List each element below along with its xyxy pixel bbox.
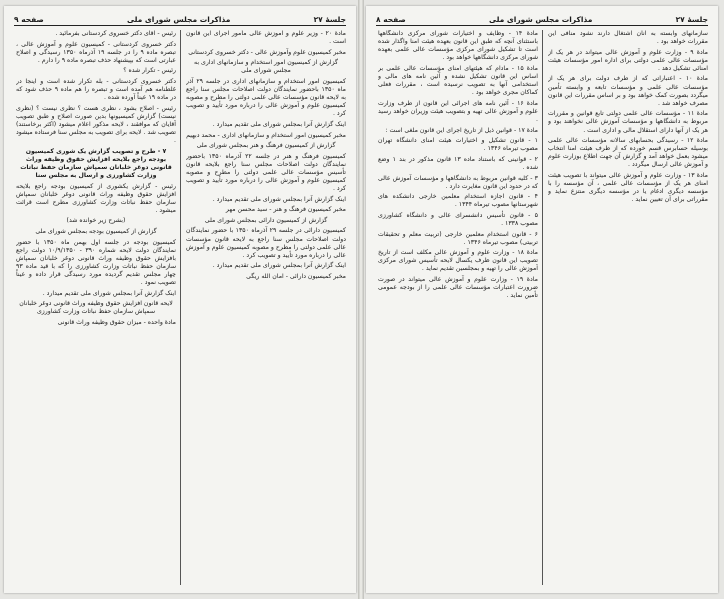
paragraph: اینک گزارش آنرا بمجلس شورای ملی تقدیم میدارد . <box>212 195 346 203</box>
paragraph: مادهٔ ۱۰ - اعتباراتی که از طرف دولت برای هر یک از مؤسسات عالی علمی و مؤسسات تابعه و وابسته تأمین میگردد بصورت کمک خواهد بود و بر اساس مقررات این قانون مصرف خواهد شد . <box>548 75 708 107</box>
paragraph: سازمانهای وابسته به آنان اشتغال دارند نشود منافی این مقررات خواهد بود . <box>548 30 708 46</box>
paragraph: لایحه قانون افزایش حقوق وظیفه وراث قانونی دوغر خلبانان سمپاش سازمان حفظ نباتات وزارت کشاورزی <box>19 300 173 316</box>
paragraph: مخبر کمیسیون امور استخدام و سازمانهای اداری - محمد دبهیم <box>186 131 346 139</box>
paragraph: کمیسیون فرهنگ و هنر در جلسه ۲۲ آذرماه ۱۳۵۰ باحضور نمایندگان دولت اصلاحات مجلس سنا راجع بلایحه قانون تأسیس مؤسسات عالی علمی دولتی را مطرح و مصوبه کمیسیون علوم و آموزش عالی را درباره مورد تأیید و تصویب کرد . <box>186 152 346 193</box>
paragraph: کمیسیون بودجه در جلسه اول بهمن ماه ۱۳۵۰ با حضور نمایندگان دولت لایحه شماره ۳۹۰ - ۱۰/۹/۱۳۵۰ دولت راجع بافزایش حقوق وظیفه وراث قانونی دوغر خلبانان سمپاش سازمان حفظ نباتات وزارت کشاورزی را که با قید ماده ۹۳ چهار مجلس تقدیم گردیده مورد رسیدگی قرار داده و عیناً تصویب نمود . <box>16 238 176 287</box>
header-session: جلسهٔ ۲۷ <box>675 15 708 24</box>
paragraph: گزارش از کمیسیون بودجه بمجلس شورای ملی <box>35 228 157 236</box>
paragraph: گزارش از کمیسیون امور استخدام و سازمانهای اداری به مجلس شورای ملی <box>194 59 338 75</box>
page-header <box>14 12 346 26</box>
column-left <box>378 30 538 587</box>
paragraph: مادهٔ واحده - میزان حقوق وظیفه وراث قانونی <box>57 319 176 326</box>
header-page-number: صفحه ۹ <box>14 15 44 24</box>
book-spine <box>358 0 364 599</box>
paragraph: مادهٔ ۱۵ - مادام که هیئتهای امنای مؤسسات عالی علمی بر اساس این قانون تشکیل نشده و آئین نامه های مالی و استخدامی آنها به تصویب نرسیده است ، مقررات فعلی کماکان مجری خواهد بود . <box>378 64 538 97</box>
paragraph: رئیس - آقای دکتر خسروی کردستانی بفرمائید . <box>55 30 176 37</box>
column-left <box>16 30 176 587</box>
paragraph: اینک گزارش آنرا بمجلس شورای ملی تقدیم میدارد . <box>212 120 346 128</box>
paragraph: (بشرح زیر خوانده شد) <box>66 217 126 225</box>
paragraph: مادهٔ ۱۸ - وزارت علوم و آموزش عالی مکلف است از تاریخ تصویب این قانون ظرف یکسال لایحه تأسیس شورای مرکزی آموزش عالی را تهیه و بمجلسین تقدیم نماید . <box>378 249 538 273</box>
paragraph: ۲ - قوانینی که باستناد ماده ۱۳ قانون مذکور در بند ۱ وضع شده . <box>378 155 538 171</box>
column-right <box>186 30 346 587</box>
paragraph: گزارش از کمیسیون فرهنگ و هنر بمجلس شورای ملی <box>196 142 336 150</box>
column-right <box>548 30 708 587</box>
paragraph: ۶ - قانون استخدام معلمین خارجی (تربیت معلم و تحقیقات تربیتی) مصوب تیرماه ۱۳۴۶ . <box>378 230 538 246</box>
column-divider <box>180 30 181 585</box>
page-right <box>366 6 718 593</box>
paragraph: ۱ - قانون تشکیل و اختیارات هیئت امنای دانشگاه تهران مصوب تیرماه ۱۳۴۶ . <box>378 137 538 153</box>
paragraph: مادهٔ ۱۳ - وزارت علوم و آموزش عالی میتواند با تصویب هیئت امنای هر یک از مؤسسات عالی علمی ، آن مؤسسه را با مؤسسه دیگری ادغام یا در مؤسسه دیگری منتزع نماید و مقرراتی برای آن تعیین نماید . <box>548 172 708 204</box>
paragraph: گزارش از کمیسیون دارائی بمجلس شورای ملی <box>204 216 328 224</box>
paragraph: مادهٔ ۱۹ - وزارت علوم و آموزش عالی میتواند در صورت ضرورت اعتبارات مؤسسات عالی علمی را از بودجه عمومی تأمین نماید . <box>378 276 538 300</box>
paragraph: دکتر خسروی کردستانی - بله تکرار شده است و اینجا در غلطنامه هم آمده است و تبصره را هم ماده ۹ حذف شود که در ماده ۱۹ عیناً آورده شده . <box>16 77 176 102</box>
paragraph: ۴ - قانون اجازه استخدام معلمین خارجی دانشکده های شهرستانها مصوب تیرماه ۱۳۴۴ . <box>378 193 538 209</box>
paragraph: رئیس - اصلاح بشود ، نظری هست ؟ نظری نیست ؟ (نظری نیست) گزارش کمیسیونها بدین صورت اصلاح و طبق تصویب آقایان که موافقند ، لایحه مذکور اعلام میشود (اکثر برخاستند) تصویب شد . لایحه برای تصویب به مجلس سنا فرستاده میشود . <box>16 104 176 145</box>
paragraph: مادهٔ ۱۱ - مؤسسات عالی علمی دولتی تابع قوانین و مقررات مربوط به دانشگاهها و مؤسسات آموزش عالی نخواهند بود و هر یک از آنها دارای استقلال مالی و اداری است . <box>548 110 708 134</box>
page-header <box>376 12 708 26</box>
paragraph: رئیس - تکرار شده ؟ <box>123 67 176 75</box>
paragraph: رئیس - گزارش یکشوری از کمیسیون بودجه راجع بلایحه افزایش حقوق وظیفه وراث قانونی دوغر خلبانان سمپاش سازمان حفظ نباتات وزارت کشاورزی مطرح است قرائت میشود . <box>16 182 176 214</box>
header-title: مذاکرات مجلس شورای ملی <box>489 15 593 24</box>
paragraph: ۵ - قانون تأسیس دانشسرای عالی و دانشگاه کشاورزی مصوب ۱۳۳۸ . <box>378 211 538 227</box>
paragraph: دکتر خسروی کردستانی - کمیسیون علوم و آموزش عالی ، تبصره ماده ۹ را در جلسه ۱۹ آذرماه ۱۳۵۰ رسیدگی و اصلاح عبارتی است که بپیشنهاد حذف تبصره ماده ۹ را دارم . <box>16 40 176 64</box>
paragraph: مادهٔ ۱۷ - قوانین ذیل از تاریخ اجرای این قانون ملغی است : <box>385 126 538 134</box>
paragraph: اینک گزارش آنرا بمجلس شورای ملی تقدیم میدارد . <box>212 262 346 270</box>
paragraph: ۷ - طرح و تصویب گزارش یک شوری کمیسیون بودجه راجع بلایحه افزایش حقوق وظیفه وراث قانونی دوغر خلبانان سمپاش سازمان حفظ نباتات وزارت کشاورزی و ارسال به مجلس سنا <box>20 147 172 179</box>
paragraph: مادهٔ ۲۰ - وزیر علوم و آموزش عالی مأمور اجرای این قانون است . <box>186 30 346 46</box>
header-title: مذاکرات مجلس شورای ملی <box>127 15 231 24</box>
header-page-number: صفحه ۸ <box>376 15 406 24</box>
paragraph: مادهٔ ۹ - وزارت علوم و آموزش عالی میتواند در هر یک از مؤسسات عالی علمی دولتی برای اداره امور مؤسسات هیئت امنائی تشکیل دهد . <box>548 48 708 72</box>
header-session: جلسهٔ ۲۷ <box>313 15 346 24</box>
paragraph: مخبر کمیسیون دارائی - امان الله ریگی <box>246 272 346 280</box>
paragraph: کمیسیون دارائی در جلسه ۲۹ آذرماه ۱۳۵۰ با حضور نمایندگان دولت اصلاحات مجلس سنا راجع به لایحه قانون مؤسسات عالی علمی دولتی را مطرح و مصوبه کمیسیون علوم و آموزش عالی را درباره مورد تأیید و تصویب کرد . <box>186 227 346 259</box>
paragraph: اینک گزارش آنرا بمجلس شورای ملی تقدیم میدارد . <box>42 289 176 297</box>
paragraph: مادهٔ ۱۲ - رسیدگی بحسابهای سالانه مؤسسات عالی علمی بوسیله حسابرس قسم خورده که از طرف هیئت امنا انتخاب میشود بعمل خواهد آمد و گزارش آن جهت اطلاع بوزارت علوم و آموزش عالی ارسال میگردد . <box>548 137 708 169</box>
column-divider <box>542 30 543 585</box>
paragraph: مادهٔ ۱۴ - وظایف و اختیارات شورای مرکزی دانشگاهها باستثنای آنچه که طبق این قانون بعهده هیئت امنا واگذار شده است تا تشکیل شورای مرکزی مؤسسات عالی علمی بعهده شورای مرکزی دانشگاهها خواهد بود . <box>378 30 538 62</box>
paragraph: مخبر کمیسیون علوم وآموزش عالی - دکتر خسروی کردستانی <box>188 48 346 56</box>
paragraph: مادهٔ ۱۶ - آئین نامه های اجرائی این قانون از طرف وزارت علوم و آموزش عالی تهیه و بتصویب هیئت وزیران خواهد رسید . <box>378 99 538 123</box>
page-left <box>4 6 356 593</box>
paragraph: مخبر کمیسیون فرهنگ و هنر - سید محسن مهر <box>225 206 346 214</box>
paragraph: کمیسیون امور استخدام و سازمانهای اداری در جلسه ۲۹ آذر ماه ۱۳۵۰ باحضور نمایندگان دولت اصلاحات مجلس سنا راجع به لایحه قانون مؤسسات عالی علمی دولتی را مطرح و مصوبه کمیسیون علوم و آموزش عالی را درباره مورد تأیید و تصویب کرد . <box>186 77 346 118</box>
paragraph: ۳ - کلیه قوانین مربوط به دانشگاهها و مؤسسات آموزش عالی که در حدود این قانون مغایرت دارد . <box>378 174 538 190</box>
